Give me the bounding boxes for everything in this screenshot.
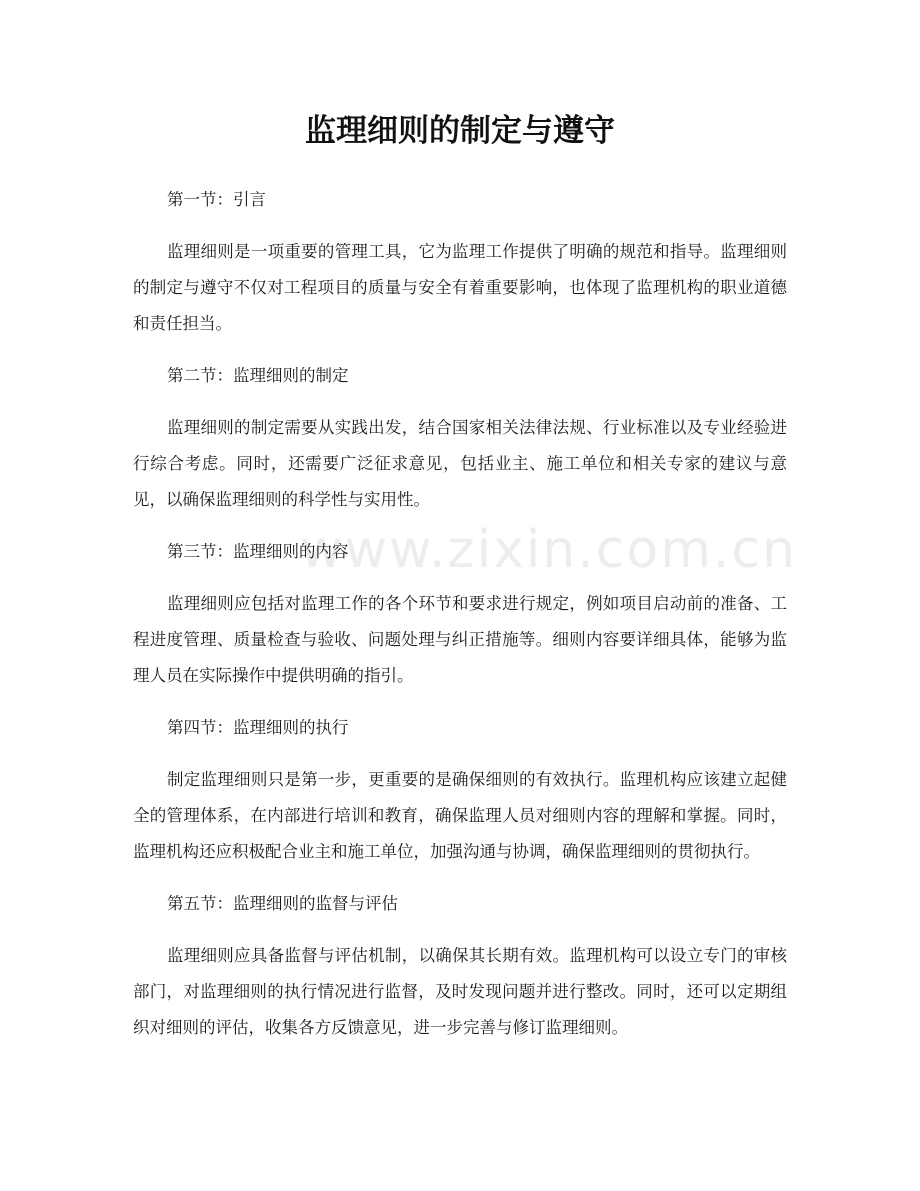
document-title: 监理细则的制定与遵守 bbox=[305, 113, 615, 149]
document-body bbox=[133, 182, 797, 1062]
section-heading-2: 第二节：监理细则的制定 bbox=[167, 366, 349, 385]
section-paragraph-3: 监理细则应包括对监理工作的各个环节和要求进行规定，例如项目启动前的准备、工程进度管理、质量检查与验收、问题处理与纠正措施等。细则内容要详细具体，能够为监理人员在实际操作中提供明确的指引。 bbox=[133, 594, 787, 685]
section-paragraph-5: 监理细则应具备监督与评估机制，以确保其长期有效。监理机构可以设立专门的审核部门，对监理细则的执行情况进行监督，及时发现问题并进行整改。同时，还可以定期组织对细则的评估，收集各方反馈意见，进一步完善与修订监理细则。 bbox=[133, 946, 787, 1037]
section-heading-3: 第三节：监理细则的内容 bbox=[167, 542, 349, 561]
section-heading-4: 第四节：监理细则的执行 bbox=[167, 718, 349, 737]
section-paragraph-1: 监理细则是一项重要的管理工具，它为监理工作提供了明确的规范和指导。监理细则的制定与遵守不仅对工程项目的质量与安全有着重要影响，也体现了监理机构的职业道德和责任担当。 bbox=[133, 242, 787, 333]
watermark: www.zixin.com.cn bbox=[300, 520, 797, 580]
section-heading-5: 第五节：监理细则的监督与评估 bbox=[167, 894, 398, 913]
section-heading-1: 第一节：引言 bbox=[167, 190, 266, 209]
section-paragraph-2: 监理细则的制定需要从实践出发，结合国家相关法律法规、行业标准以及专业经验进行综合考虑。同时，还需要广泛征求意见，包括业主、施工单位和相关专家的建议与意见，以确保监理细则的科学性与实用性。 bbox=[133, 418, 787, 509]
section-paragraph-4: 制定监理细则只是第一步，更重要的是确保细则的有效执行。监理机构应该建立起健全的管理体系，在内部进行培训和教育，确保监理人员对细则内容的理解和掌握。同时，监理机构还应积极配合业主和施工单位，加强沟通与协调，确保监理细则的贯彻执行。 bbox=[133, 770, 787, 861]
